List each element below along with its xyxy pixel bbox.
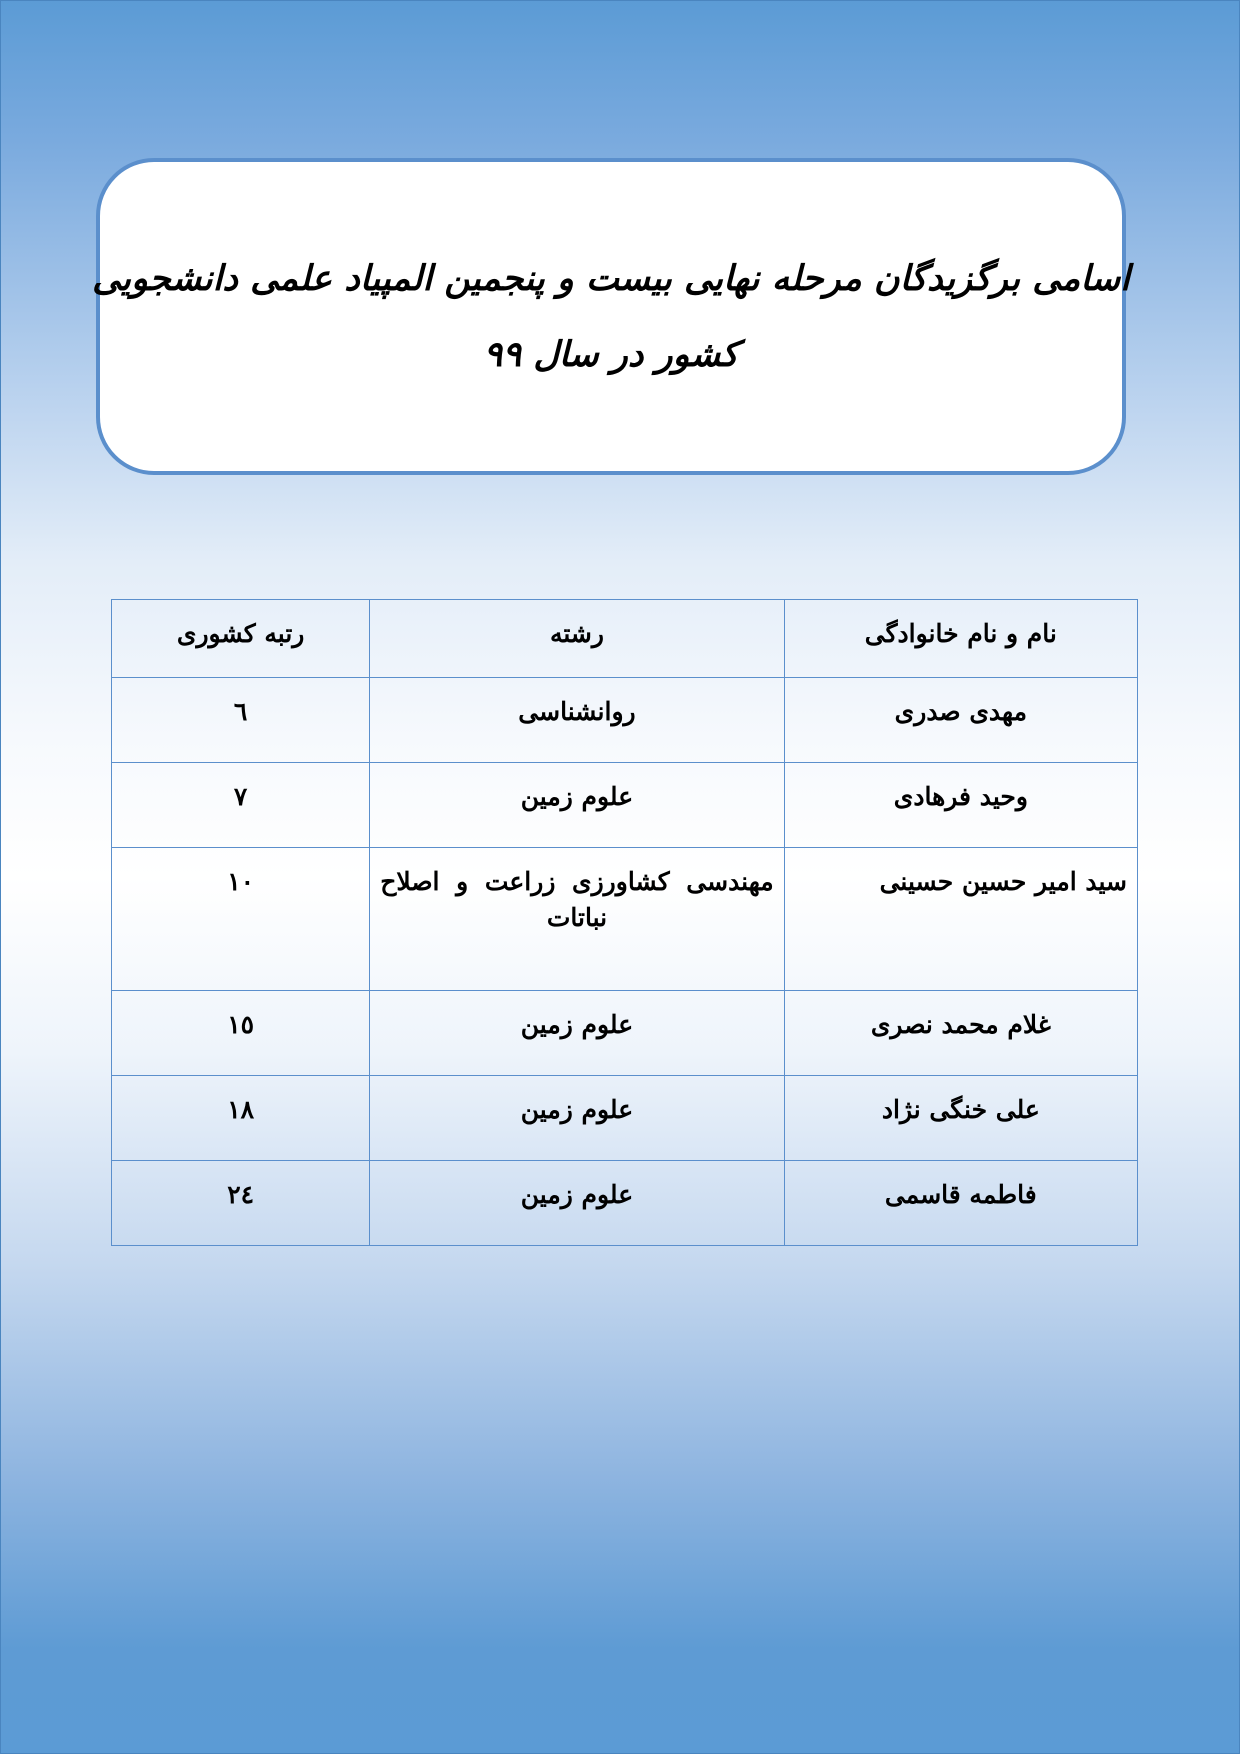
row-rank: ٦ <box>112 678 370 763</box>
winners-table <box>111 599 1138 1246</box>
row-name: مهدی صدری <box>784 678 1137 763</box>
table-header-row <box>112 600 1138 678</box>
row-field: علوم زمین <box>370 1076 784 1161</box>
row-rank: ١٥ <box>112 991 370 1076</box>
row-field: مهندسی کشاورزی زراعت و اصلاح نباتات <box>370 848 784 991</box>
header-rank: رتبه کشوری <box>112 600 370 678</box>
table-row <box>112 678 1138 763</box>
header-field: رشته <box>370 600 784 678</box>
row-name: علی خنگی نژاد <box>784 1076 1137 1161</box>
row-rank: ٢٤ <box>112 1161 370 1246</box>
row-field: علوم زمین <box>370 1161 784 1246</box>
row-field: علوم زمین <box>370 763 784 848</box>
row-name: وحید فرهادی <box>784 763 1137 848</box>
row-rank: ١٠ <box>112 848 370 991</box>
title-line-1: اسامی برگزیدگان مرحله نهایی بیست و پنجمین المپیاد علمی دانشجویی <box>92 258 1130 299</box>
table-row <box>112 1076 1138 1161</box>
row-name: سید امیر حسین حسینی <box>784 848 1137 991</box>
title-line-2: کشور در سال ۹۹ <box>483 334 739 375</box>
table-row <box>112 1161 1138 1246</box>
row-rank: ١٨ <box>112 1076 370 1161</box>
table-row <box>112 763 1138 848</box>
header-name: نام و نام خانوادگی <box>784 600 1137 678</box>
table-row <box>112 848 1138 991</box>
row-field: روانشناسی <box>370 678 784 763</box>
row-name: فاطمه قاسمی <box>784 1161 1137 1246</box>
row-name: غلام محمد نصری <box>784 991 1137 1076</box>
row-rank: ٧ <box>112 763 370 848</box>
table-row <box>112 991 1138 1076</box>
title-box <box>92 158 1130 475</box>
row-field: علوم زمین <box>370 991 784 1076</box>
